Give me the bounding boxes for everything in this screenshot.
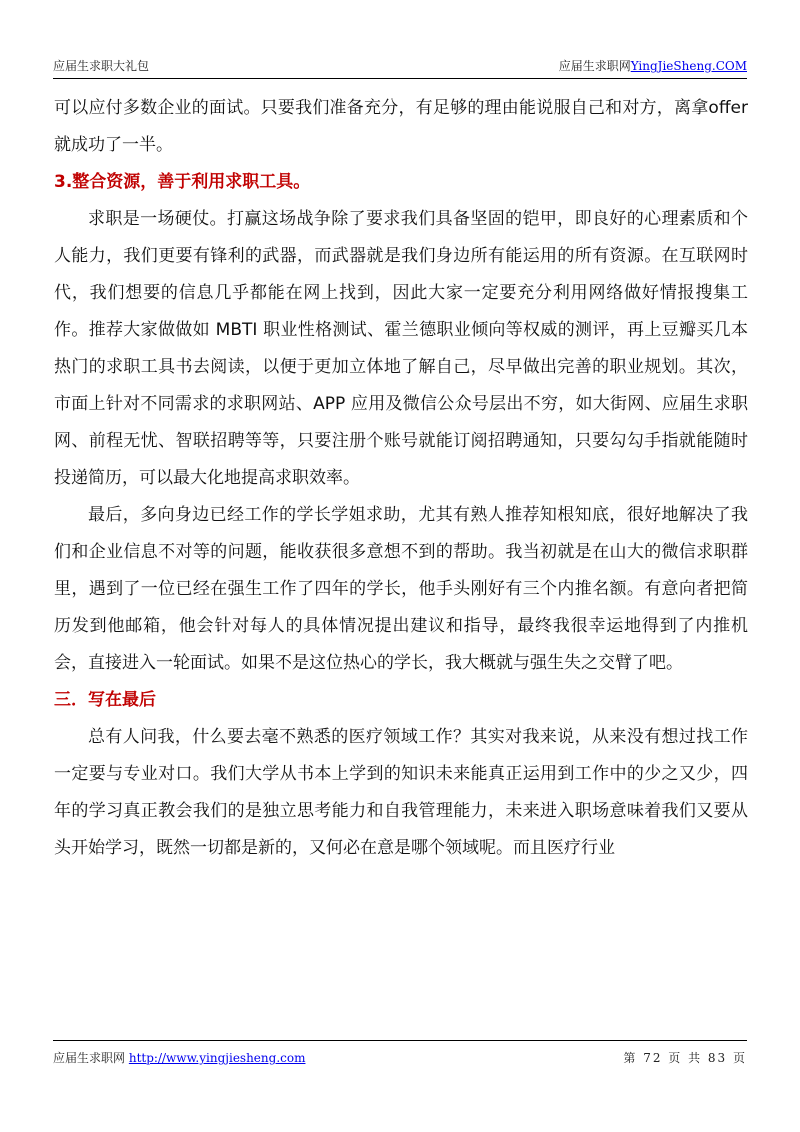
page-footer	[53, 1040, 747, 1065]
header-title: 应届生求职大礼包	[53, 59, 150, 73]
section-heading-3: 3.整合资源，善于利用求职工具。	[54, 172, 311, 192]
paragraph-job-tools: 求职是一场硬仗。打赢这场战争除了要求我们具备坚固的铠甲，即良好的心理素质和个人能力，我们更要有锋利的武器，而武器就是我们身边所有能运用的所有资源。在互联网时代，我们想要的信息几乎都能在网上找到，因此大家一定要充分利用网络做好情报搜集工作。推荐大家做做如 MBTI 职业性格测试、霍兰德职业倾向等权威的测评，再上豆瓣买几本热门的求职工具书去阅读，以便于更加立体地了解自己，尽早做出完善的职业规划。其次，市面上针对不同需求的求职网站、APP 应用及微信公众号层出不穷，如大街网、应届生求职网、前程无忧、智联招聘等等，只要注册个账号就能订阅招聘通知，只要勾勾手指就能随时投递简历，可以最大化地提高求职效率。	[54, 209, 748, 488]
header-site	[559, 57, 747, 74]
paragraph-ask-seniors: 最后，多向身边已经工作的学长学姐求助，尤其有熟人推荐知根知底，很好地解决了我们和企业信息不对等的问题，能收获很多意想不到的帮助。我当初就是在山大的微信求职群里，遇到了一位已经在强生工作了四年的学长，他手头刚好有三个内推名额。有意向者把简历发到他邮箱，他会针对每人的具体情况提出建议和指导，最终我很幸运地得到了内推机会，直接进入一轮面试。如果不是这位热心的学长，我大概就与强生失之交臂了吧。	[54, 505, 748, 673]
header-site-name: 应届生求职网	[558, 59, 631, 73]
part-heading-3: 三．写在最后	[54, 690, 156, 710]
page-header	[53, 54, 747, 79]
footer-site-name: 应届生求职网	[53, 1051, 126, 1065]
document-body	[54, 90, 748, 867]
footer-site-link[interactable]: http://www.yingjiesheng.com	[128, 1051, 306, 1065]
page-number: 第 72 页 共 83 页	[623, 1051, 747, 1065]
paragraph-final-thoughts: 总有人问我，什么要去毫不熟悉的医疗领域工作？其实对我来说，从来没有想过找工作一定要与专业对口。我们大学从书本上学到的知识未来能真正运用到工作中的少之又少，四年的学习真正教会我们的是独立思考能力和自我管理能力，未来进入职场意味着我们又要从头开始学习，既然一切都是新的，又何必在意是哪个领域呢。而且医疗行业	[54, 727, 748, 858]
footer-site	[53, 1049, 305, 1066]
paragraph-continuation: 可以应付多数企业的面试。只要我们准备充分，有足够的理由能说服自己和对方，离拿offer 就成功了一半。	[54, 98, 748, 155]
header-site-link[interactable]: YingJieSheng.COM	[630, 59, 747, 73]
